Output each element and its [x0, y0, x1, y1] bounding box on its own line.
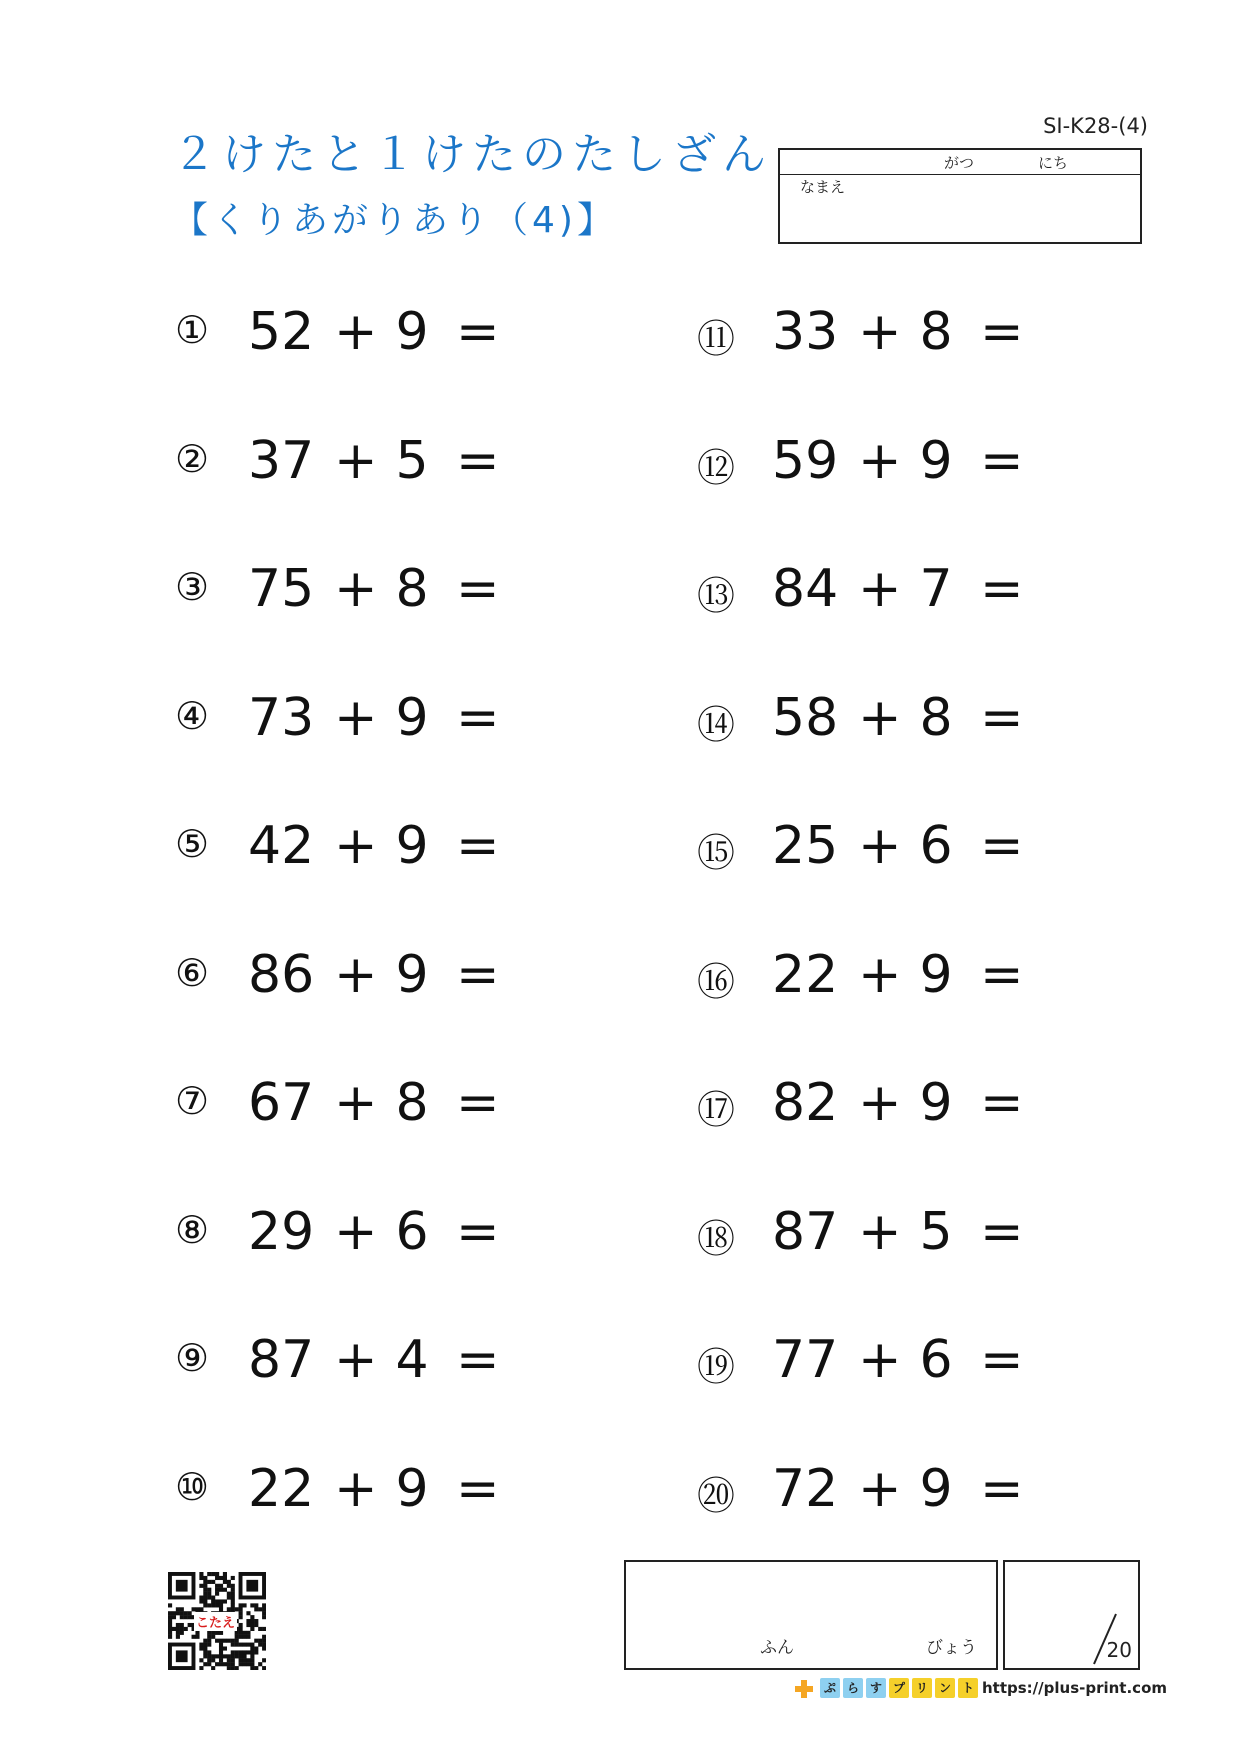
equals-sign: =: [980, 816, 1024, 876]
problem-item: [690, 810, 1050, 890]
problem-item: [166, 553, 526, 633]
problem-number: ⑤: [174, 822, 210, 866]
plus-sign: +: [334, 1330, 378, 1390]
addend-b: 5: [395, 430, 429, 491]
equals-sign: =: [980, 1073, 1024, 1133]
problem-item: [690, 1067, 1050, 1147]
equals-sign: =: [980, 944, 1024, 1005]
problem-number: ⑫: [696, 445, 735, 490]
addend-b: 8: [395, 1073, 429, 1133]
brand-char: プ: [889, 1678, 909, 1698]
addend-b: 9: [395, 816, 429, 876]
plus-sign: +: [334, 687, 378, 748]
plus-sign: +: [858, 1201, 902, 1262]
addend-b: 9: [395, 302, 429, 362]
problem-number: ⑰: [696, 1088, 735, 1132]
addend-a: 82: [772, 1073, 839, 1133]
brand-char: ン: [935, 1678, 955, 1698]
problem-item: [166, 939, 526, 1019]
problem-number: ⑳: [696, 1473, 735, 1518]
equals-sign: =: [456, 687, 500, 748]
addend-a: 87: [772, 1201, 839, 1262]
problem-item: [166, 1324, 526, 1404]
problem-item: [690, 553, 1050, 633]
problem-item: [166, 1453, 526, 1533]
seconds-label: びょう: [926, 1638, 977, 1658]
equals-sign: =: [456, 944, 500, 1005]
brand-char: す: [866, 1678, 886, 1698]
equals-sign: =: [980, 559, 1024, 619]
problem-number: ①: [174, 308, 210, 352]
problem-item: [690, 1453, 1050, 1533]
problem-number: ⑲: [696, 1345, 735, 1389]
problem-number: ⑭: [696, 702, 735, 747]
addend-a: 42: [248, 816, 315, 876]
day-label: にち: [1038, 154, 1069, 172]
addend-a: 77: [772, 1330, 839, 1390]
plus-sign: +: [334, 1201, 378, 1262]
plus-sign: +: [858, 430, 902, 491]
name-label: なまえ: [800, 178, 846, 196]
equals-sign: =: [980, 1458, 1024, 1519]
addend-b: 9: [395, 687, 429, 748]
equals-sign: =: [980, 430, 1024, 491]
addend-a: 59: [772, 430, 839, 491]
plus-sign: +: [334, 430, 378, 491]
plus-sign: +: [334, 302, 378, 362]
problem-item: [166, 810, 526, 890]
addend-a: 67: [248, 1073, 315, 1133]
score-box[interactable]: [1003, 1560, 1140, 1670]
problem-number: ⑱: [696, 1216, 735, 1261]
addend-b: 8: [395, 559, 429, 619]
equals-sign: =: [980, 302, 1024, 362]
problem-item: [690, 1324, 1050, 1404]
addend-b: 9: [395, 1458, 429, 1519]
addend-a: 58: [772, 687, 839, 748]
addend-b: 8: [919, 687, 953, 748]
time-box[interactable]: [624, 1560, 998, 1670]
brand-char: リ: [912, 1678, 932, 1698]
problem-number: ⑩: [174, 1464, 210, 1509]
addend-a: 84: [772, 559, 839, 619]
brand-name: [820, 1678, 978, 1698]
addend-b: 9: [919, 1073, 953, 1133]
problem-number: ⑪: [696, 317, 735, 361]
score-total: 20: [1106, 1638, 1132, 1662]
addend-b: 9: [395, 944, 429, 1005]
plus-sign: +: [858, 559, 902, 619]
addend-a: 87: [248, 1330, 315, 1390]
problem-number: ⑥: [174, 950, 210, 995]
equals-sign: =: [456, 559, 500, 619]
addend-a: 72: [772, 1458, 839, 1519]
problem-number: ⑮: [696, 831, 735, 875]
problem-item: [690, 1196, 1050, 1276]
addend-b: 5: [919, 1201, 953, 1262]
equals-sign: =: [456, 816, 500, 876]
addend-a: 22: [248, 1458, 315, 1519]
worksheet-subtitle: 【くりあがりあり（4)】: [172, 200, 617, 241]
addend-b: 9: [919, 1458, 953, 1519]
name-date-box[interactable]: [778, 148, 1142, 244]
minutes-label: ふん: [760, 1638, 794, 1658]
worksheet-code: SI-K28-(4): [1043, 114, 1148, 138]
brand-char: ら: [843, 1678, 863, 1698]
plus-sign: +: [334, 816, 378, 876]
addend-a: 37: [248, 430, 315, 491]
addend-a: 86: [248, 944, 315, 1005]
plus-sign: +: [858, 1330, 902, 1390]
problem-item: [166, 1067, 526, 1147]
plus-sign: +: [334, 944, 378, 1005]
problem-number: ④: [174, 693, 210, 738]
addend-b: 6: [919, 816, 953, 876]
equals-sign: =: [456, 1201, 500, 1262]
plus-sign: +: [858, 1073, 902, 1133]
plus-sign: +: [334, 1458, 378, 1519]
addend-b: 9: [919, 430, 953, 491]
addend-b: 6: [395, 1201, 429, 1262]
problem-number: ③: [174, 565, 210, 609]
problem-number: ⑯: [696, 959, 735, 1004]
equals-sign: =: [980, 1330, 1024, 1390]
problem-number: ⑦: [174, 1079, 210, 1123]
addend-a: 25: [772, 816, 839, 876]
problem-item: [166, 1196, 526, 1276]
problem-number: ⑬: [696, 574, 735, 618]
equals-sign: =: [980, 687, 1024, 748]
brand-char: ト: [958, 1678, 978, 1698]
plus-sign: +: [858, 687, 902, 748]
addend-b: 6: [919, 1330, 953, 1390]
answer-key-label: こたえ: [194, 1612, 237, 1631]
addend-a: 22: [772, 944, 839, 1005]
addend-a: 73: [248, 687, 315, 748]
equals-sign: =: [456, 1458, 500, 1519]
problem-item: [166, 296, 526, 376]
problem-item: [690, 425, 1050, 505]
equals-sign: =: [456, 302, 500, 362]
addend-b: 8: [919, 302, 953, 362]
month-label: がつ: [944, 154, 975, 172]
problem-number: ⑨: [174, 1336, 210, 1380]
plus-sign: +: [858, 302, 902, 362]
addend-b: 4: [395, 1330, 429, 1390]
problem-item: [690, 939, 1050, 1019]
addend-b: 9: [919, 944, 953, 1005]
problem-number: ②: [174, 436, 210, 481]
equals-sign: =: [980, 1201, 1024, 1262]
plus-sign: +: [858, 1458, 902, 1519]
plus-sign: +: [334, 559, 378, 619]
addend-a: 29: [248, 1201, 315, 1262]
plus-sign: +: [334, 1073, 378, 1133]
plus-sign: +: [858, 944, 902, 1005]
addend-a: 75: [248, 559, 315, 619]
addend-a: 52: [248, 302, 315, 362]
problem-item: [166, 682, 526, 762]
brand-char: ぷ: [820, 1678, 840, 1698]
plus-sign: +: [858, 816, 902, 876]
equals-sign: =: [456, 430, 500, 491]
problem-item: [690, 682, 1050, 762]
worksheet-title: ２けたと１けたのたしざん: [172, 129, 772, 180]
equals-sign: =: [456, 1330, 500, 1390]
problem-item: [166, 425, 526, 505]
problem-number: ⑧: [174, 1207, 210, 1252]
addend-a: 33: [772, 302, 839, 362]
problem-item: [690, 296, 1050, 376]
site-url[interactable]: https://plus-print.com: [982, 1679, 1168, 1697]
addend-b: 7: [919, 559, 953, 619]
plus-logo-icon: [794, 1680, 814, 1698]
equals-sign: =: [456, 1073, 500, 1133]
